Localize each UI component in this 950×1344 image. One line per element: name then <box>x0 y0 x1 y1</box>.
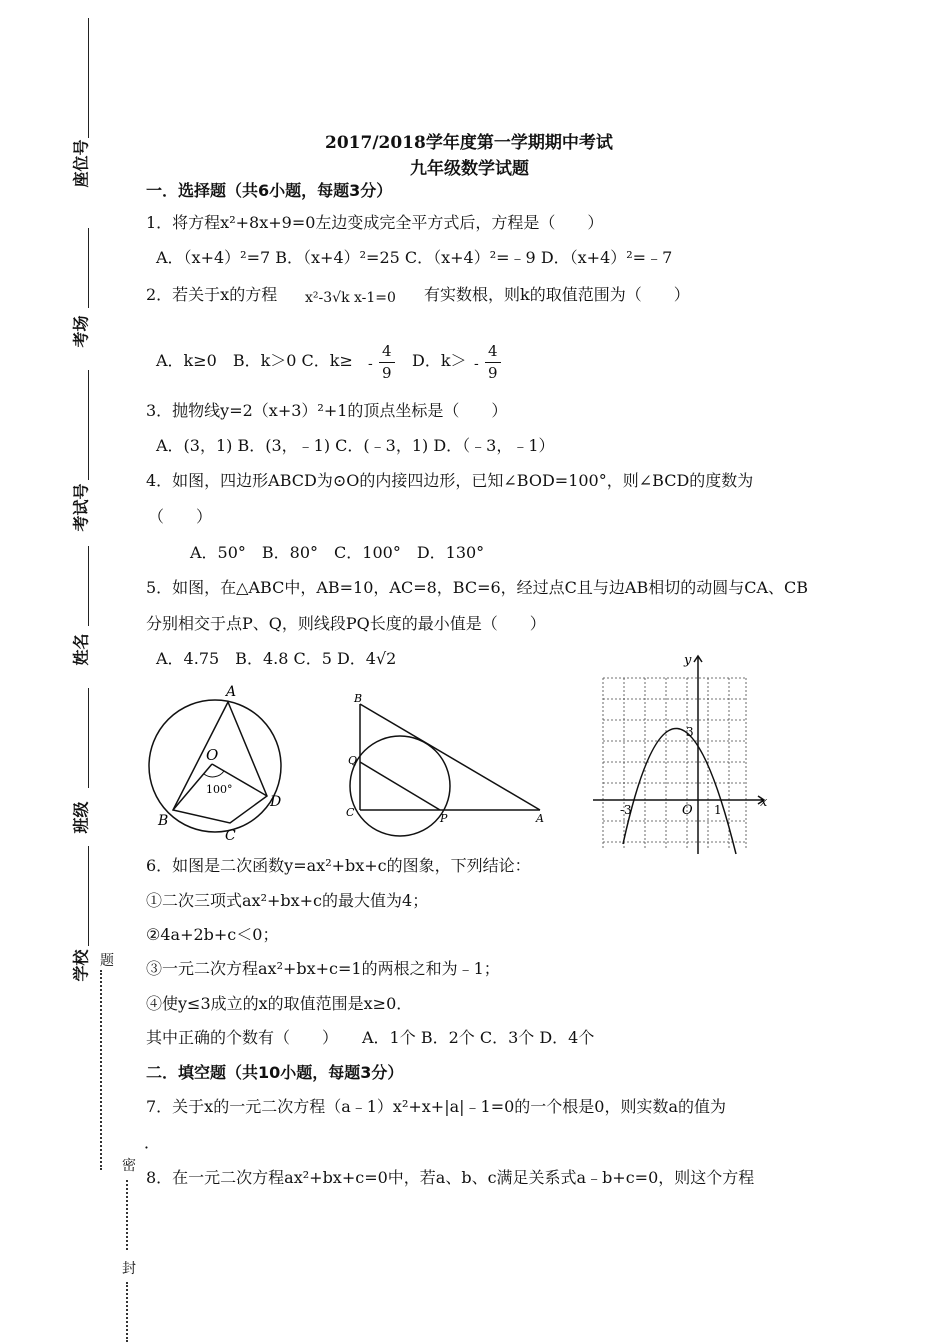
question-3-options: A．(3，1) B．(3，﹣1) C．(﹣3，1) D．（﹣3，﹣1） <box>156 436 555 455</box>
figure-triangle-circle <box>340 690 560 840</box>
question-7-line-1: 7．关于x的一元二次方程（a﹣1）x²+x+|a|﹣1=0的一个根是0，则实数a的值为 <box>146 1097 727 1116</box>
fig2-label-c: C <box>346 806 355 819</box>
fig3-label-y: y <box>684 653 692 668</box>
figure-cyclic-quadrilateral <box>140 680 300 850</box>
seal-char-2: 密 <box>122 1158 136 1174</box>
q2-option-d: D．k＞ <box>412 351 467 370</box>
question-5-options: A．4.75 B．4.8 C．5 D．4√2 <box>156 649 397 668</box>
section-2-heading: 二．填空题（共10小题，每题3分） <box>146 1063 404 1082</box>
question-6-claim-1: ①二次三项式ax²+bx+c的最大值为4； <box>146 891 429 910</box>
fig1-label-c: C <box>225 828 236 844</box>
question-4-blank: （ ） <box>148 507 213 526</box>
figure-parabola-graph <box>588 648 778 858</box>
fig3-tick-1: 1 <box>714 803 722 817</box>
fig2-label-q: Q <box>348 754 358 767</box>
seal-char-1: 题 <box>100 953 114 969</box>
seal-dotted-line-2 <box>126 1180 128 1250</box>
fig1-label-a: A <box>226 684 237 700</box>
question-6-claim-4: ④使y≤3成立的x的取值范围是x≥0． <box>146 994 413 1013</box>
seal-dotted-line-1 <box>100 970 102 1170</box>
question-6-claim-2: ②4a+2b+c＜0； <box>146 925 279 944</box>
q2-option-d-fraction: - 4 9 <box>474 342 514 386</box>
question-3: 3．抛物线y=2（x+3）²+1的顶点坐标是（ ） <box>146 401 508 420</box>
fig2-label-a: A <box>536 812 544 825</box>
section-1-heading: 一．选择题（共6小题，每题3分） <box>146 181 393 200</box>
question-7-line-2: ． <box>144 1133 161 1152</box>
fig1-label-o: O <box>206 746 219 764</box>
seal-char-3: 封 <box>122 1261 136 1277</box>
question-2-post: 有实数根，则k的取值范围为（ ） <box>424 285 690 304</box>
label-class: 班级 <box>71 801 91 834</box>
q2-option-c-fraction: - 4 9 <box>368 342 408 386</box>
question-2-formula: x²-3√k x-1=0 <box>305 290 396 306</box>
binding-line-6 <box>88 846 89 946</box>
fig1-label-d: D <box>270 794 282 810</box>
fig3-label-x: x <box>760 795 768 810</box>
label-exam-number: 考试号 <box>71 483 91 532</box>
fig1-angle-label: 100° <box>206 783 233 796</box>
question-2-options: A．k≥0 B．k＞0 C．k≥ <box>156 351 353 370</box>
fig3-tick-neg3: -3 <box>620 803 632 817</box>
binding-line-1 <box>88 18 89 138</box>
question-5-line-1: 5．如图，在△ABC中，AB=10，AC=8，BC=6，经过点C且与边AB相切的动圆与CA、CB <box>146 578 809 597</box>
label-name: 姓名 <box>71 633 91 666</box>
question-2-pre: 2．若关于x的方程 <box>146 285 278 304</box>
fig1-label-b: B <box>158 813 169 829</box>
label-school: 学校 <box>71 949 91 982</box>
binding-line-3 <box>88 370 89 480</box>
label-seat-no: 座位号 <box>71 139 91 188</box>
fig3-label-origin: O <box>682 803 693 818</box>
question-6-claim-3: ③一元二次方程ax²+bx+c=1的两根之和为﹣1； <box>146 959 500 978</box>
question-1-options: A．（x+4）²=7 B．（x+4）²=25 C．（x+4）²=﹣9 D．（x+4）²=﹣7 <box>156 248 673 267</box>
fig2-label-b: B <box>354 692 363 705</box>
exam-title: 2017/2018学年度第一学期期中考试 <box>325 133 613 153</box>
question-1: 1．将方程x²+8x+9=0左边变成完全平方式后，方程是（ ） <box>146 213 604 232</box>
binding-line-4 <box>88 546 89 626</box>
question-8: 8．在一元二次方程ax²+bx+c=0中，若a、b、c满足关系式a﹣b+c=0，则这个方程 <box>146 1168 755 1187</box>
question-4-options: A．50° B．80° C．100° D．130° <box>190 543 485 562</box>
question-4: 4．如图，四边形ABCD为⊙O的内接四边形，已知∠BOD=100°，则∠BCD的度数为 <box>146 471 754 490</box>
binding-line-2 <box>88 228 89 308</box>
fig3-tick-3: 3 <box>686 725 694 739</box>
binding-line-5 <box>88 688 89 788</box>
fig2-label-p: P <box>440 812 448 825</box>
question-6: 6．如图是二次函数y=ax²+bx+c的图象，下列结论： <box>146 856 531 875</box>
label-exam-room: 考场 <box>71 315 91 348</box>
seal-dotted-line-3 <box>126 1282 128 1342</box>
question-5-line-2: 分别相交于点P、Q，则线段PQ长度的最小值是（ ） <box>146 614 546 633</box>
exam-subtitle: 九年级数学试题 <box>410 159 529 179</box>
question-6-ask: 其中正确的个数有（ ） A．1个 B．2个 C．3个 D．4个 <box>146 1028 595 1047</box>
